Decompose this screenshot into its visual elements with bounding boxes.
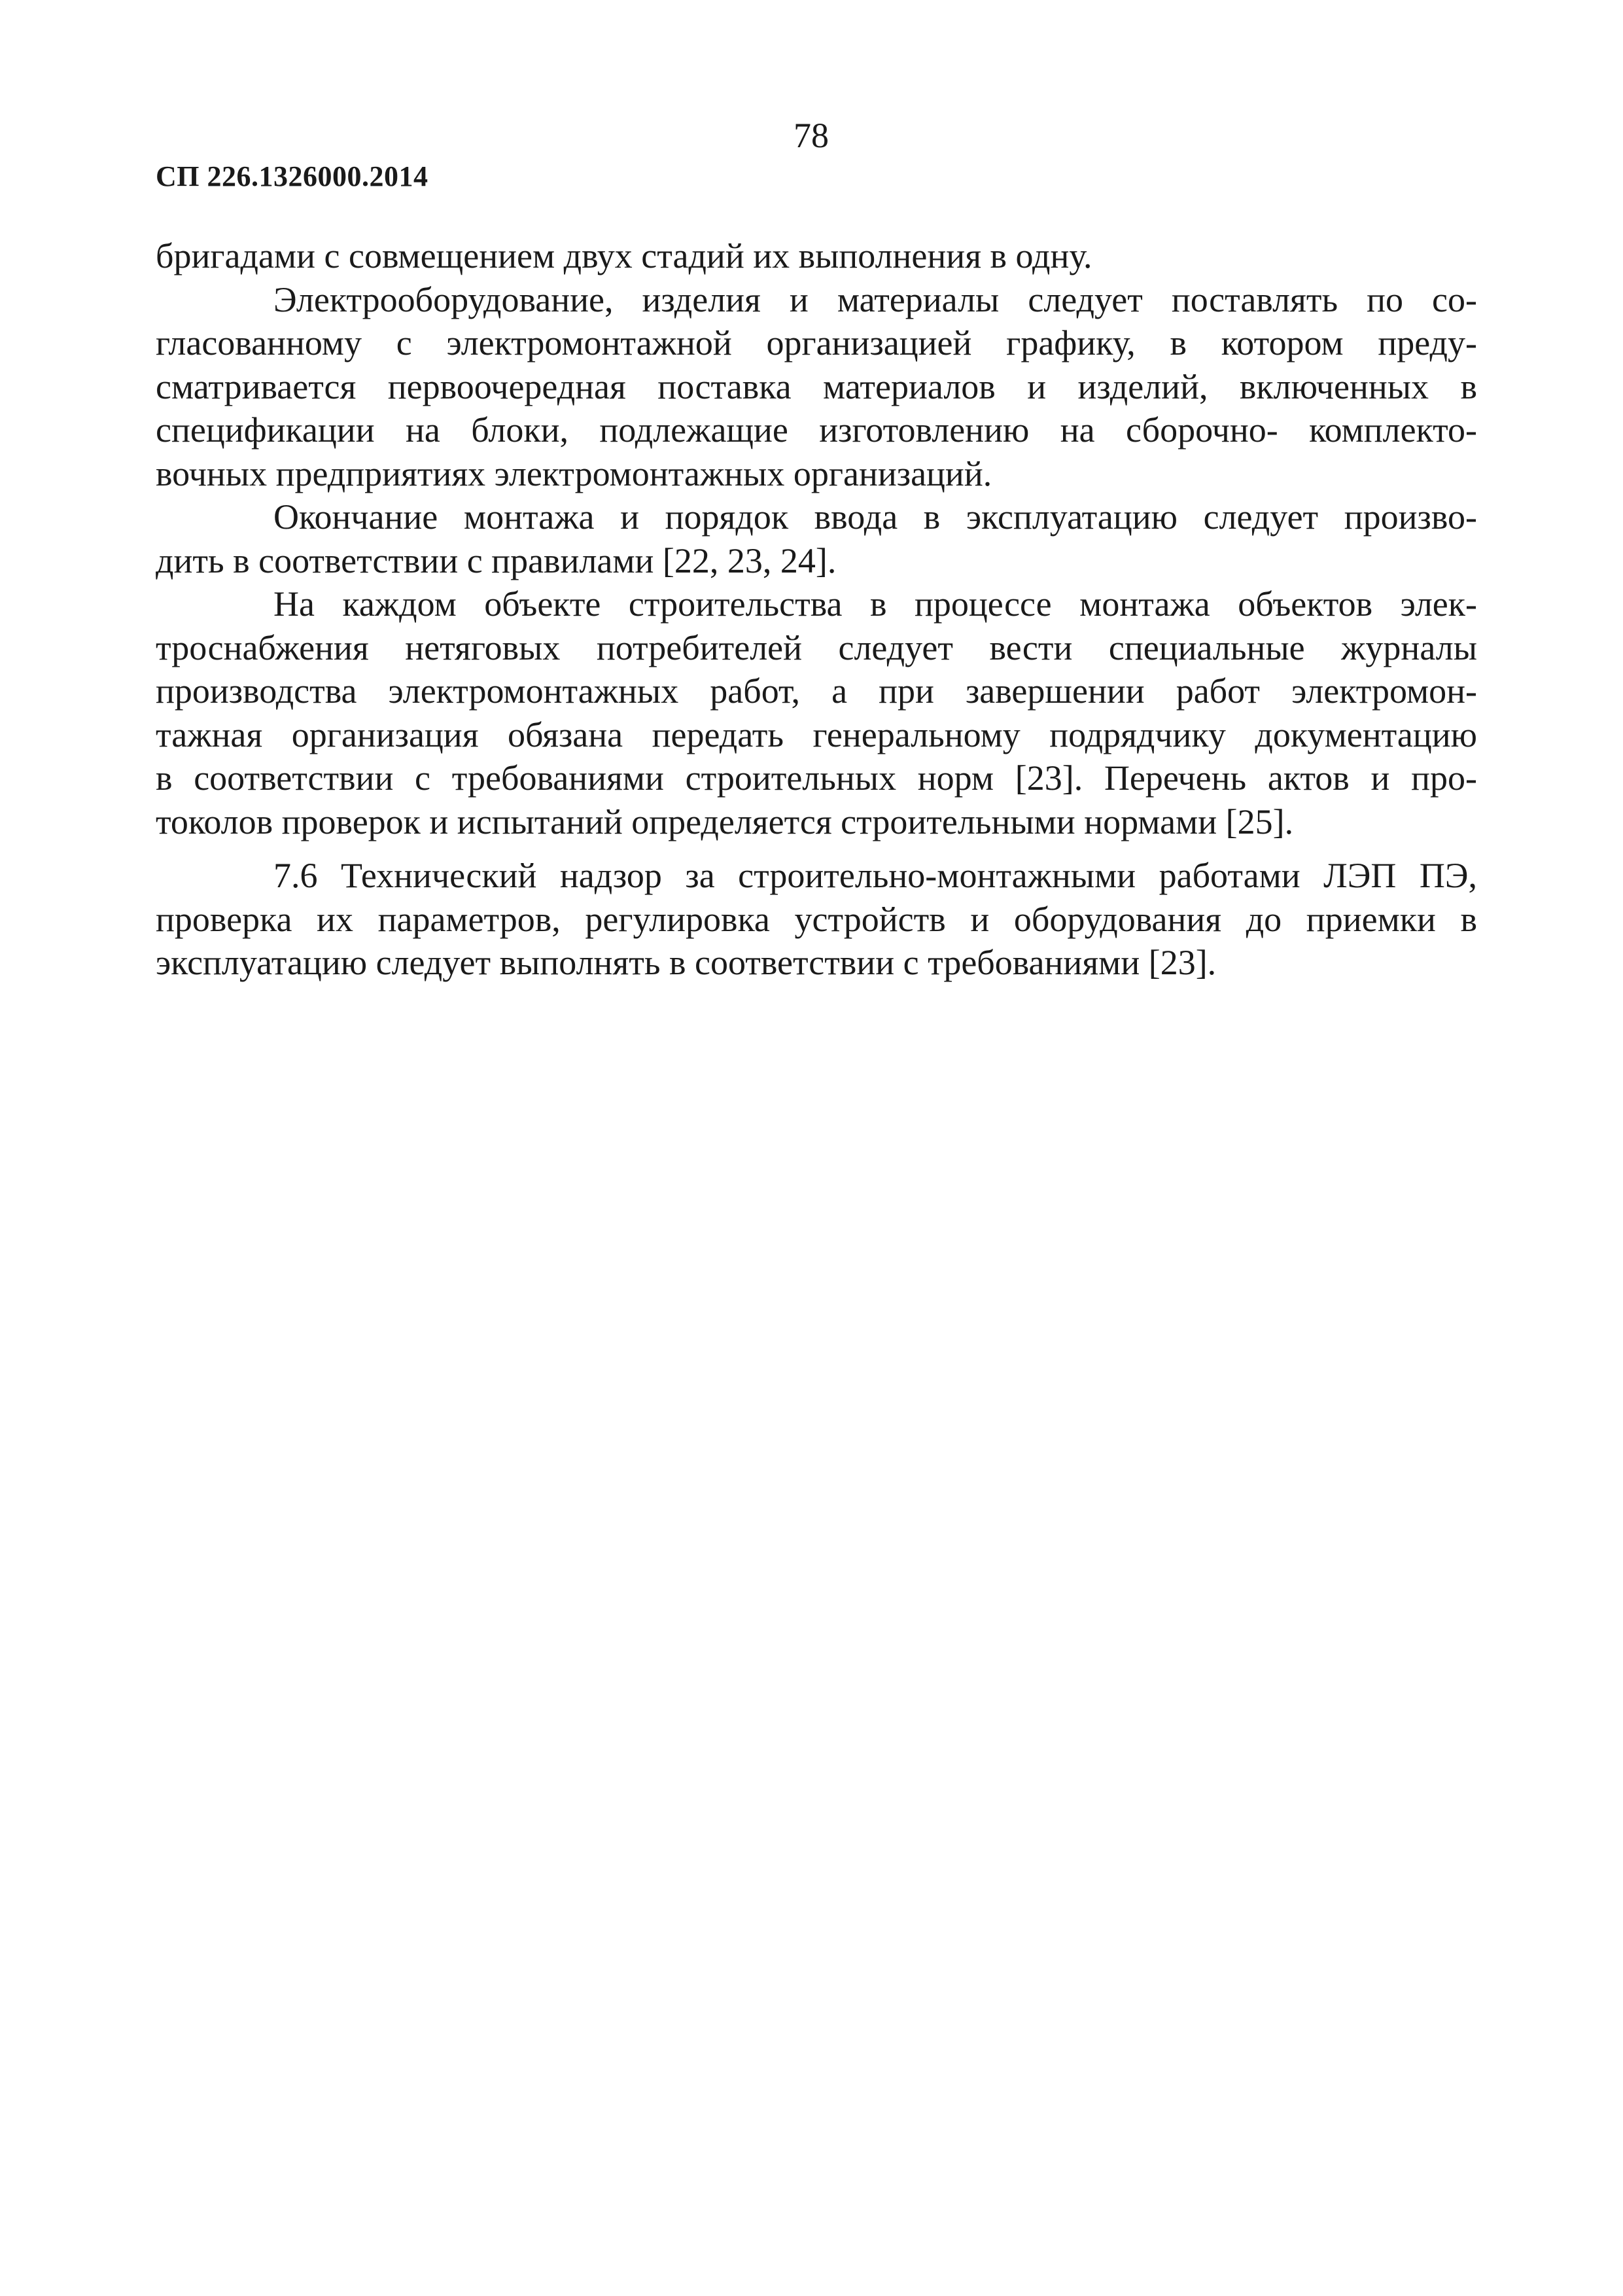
paragraph-section-7-6 — [156, 854, 1477, 985]
text-line: бригадами с совмещением двух стадий их выполнения в одну. — [156, 236, 1092, 275]
text-line: троснабжения нетяговых потребителей следует вести специальные журналы — [156, 627, 1477, 667]
text-line: спецификации на блоки, подлежащие изготовлению на сборочно- комплекто- — [156, 410, 1477, 450]
text-line: в соответствии с требованиями строительных норм [23]. Перечень актов и про- — [156, 758, 1477, 798]
paragraph-equipment-supply — [156, 278, 1477, 496]
text-line: Электрооборудование, изделия и материалы следует поставлять по со- — [273, 279, 1477, 319]
page-number: 78 — [794, 116, 829, 155]
text-line: тажная организация обязана передать генеральному подрядчику документацию — [156, 715, 1477, 754]
text-line: На каждом объекте строительства в процессе монтажа объектов элек- — [273, 584, 1477, 624]
text-line: эксплуатацию следует выполнять в соответствии с требованиями [23]. — [156, 943, 1217, 982]
text-line: проверка их параметров, регулировка устройств и оборудования до приемки в — [156, 899, 1477, 939]
text-line: дить в соответствии с правилами [22, 23, 24]. — [156, 540, 837, 580]
document-code: СП 226.1326000.2014 — [156, 160, 428, 192]
document-body — [156, 234, 1477, 985]
text-line: 7.6 Технический надзор за строительно-монтажными работами ЛЭП ПЭ, — [273, 856, 1477, 895]
text-line: гласованному с электромонтажной организацией графику, в котором преду- — [156, 323, 1477, 362]
text-line: сматривается первоочередная поставка материалов и изделий, включенных в — [156, 366, 1477, 406]
paragraph-continuation — [156, 234, 1477, 278]
paragraph-journals — [156, 582, 1477, 843]
text-line: вочных предприятиях электромонтажных организаций. — [156, 453, 992, 493]
text-line: Окончание монтажа и порядок ввода в эксплуатацию следует произво- — [273, 497, 1477, 537]
text-line: производства электромонтажных работ, а при завершении работ электромон- — [156, 671, 1477, 711]
paragraph-completion — [156, 495, 1477, 582]
text-line: токолов проверок и испытаний определяется строительными нормами [25]. — [156, 802, 1294, 841]
